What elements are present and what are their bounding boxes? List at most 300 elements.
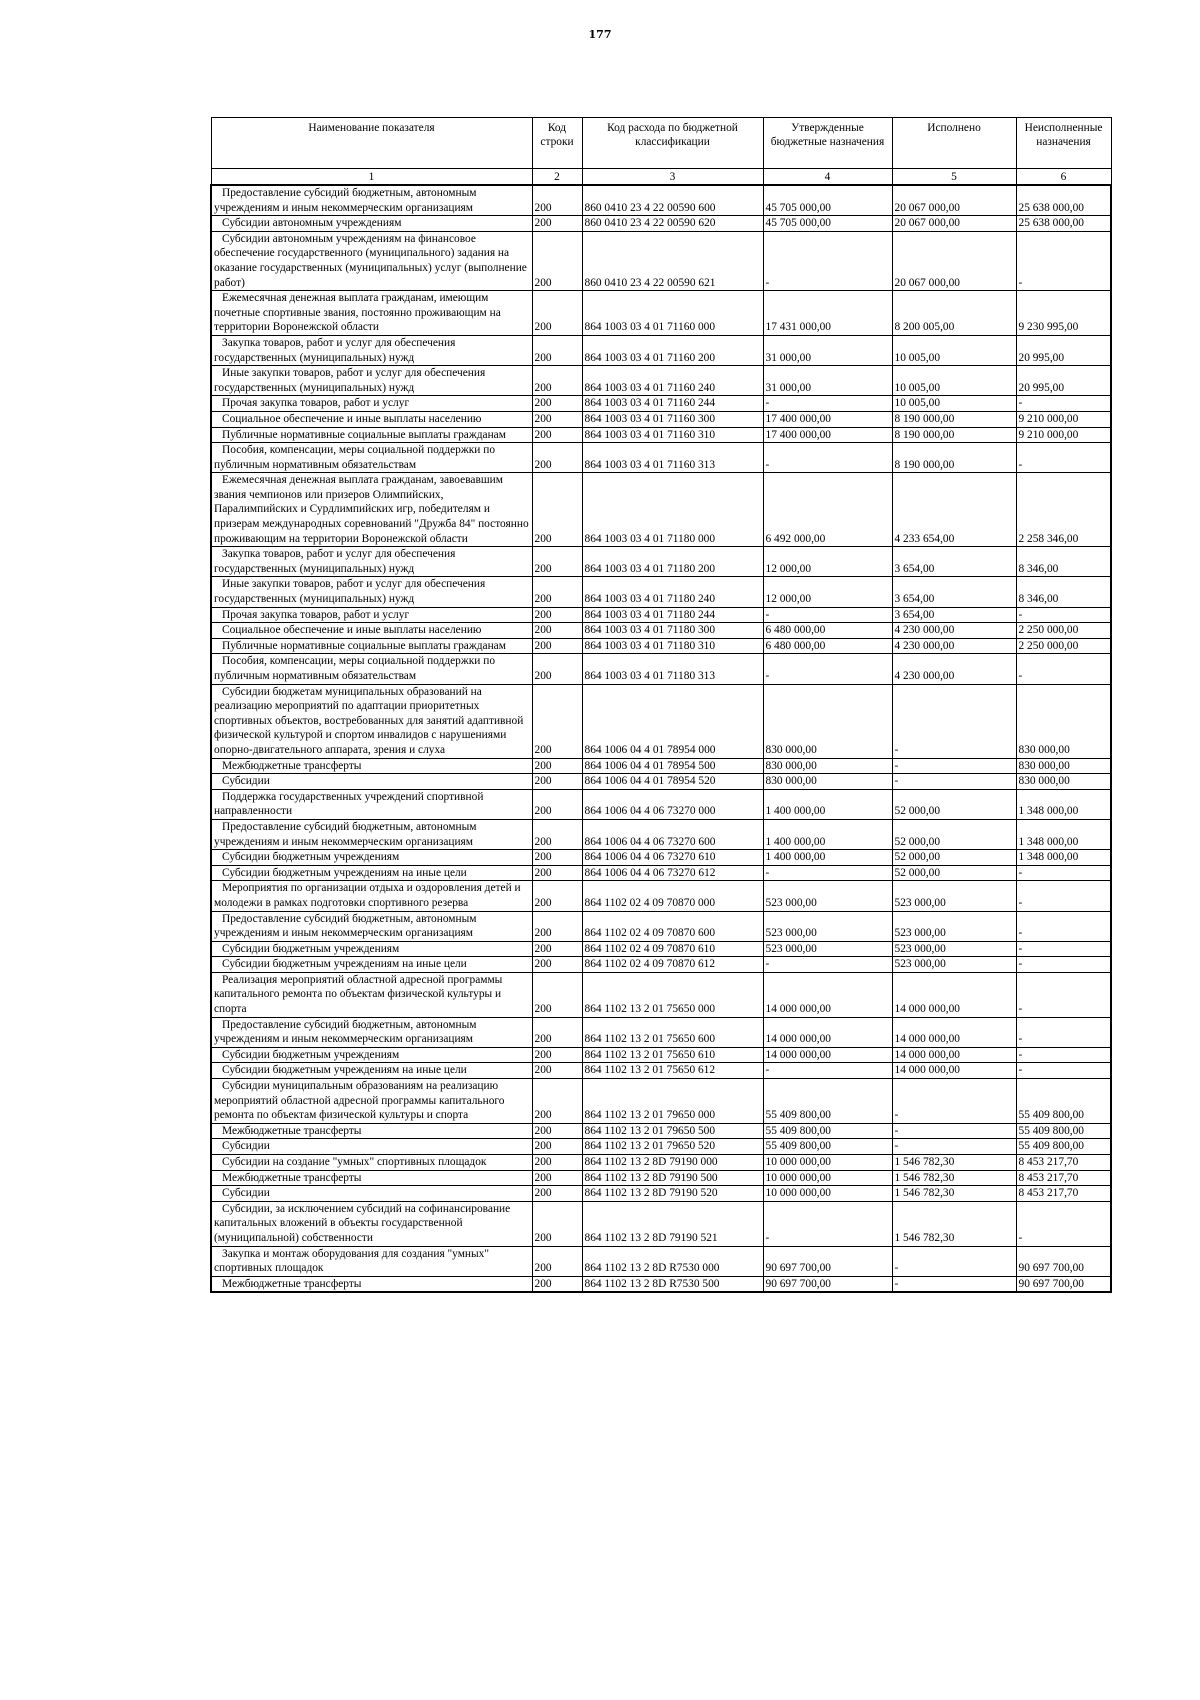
table-row	[211, 972, 1111, 1017]
row-line-code-cell: 200	[532, 427, 582, 443]
table-row	[211, 1063, 1111, 1079]
row-expense-code-cell: 864 1102 13 2 8D R7530 000	[582, 1246, 763, 1276]
row-expense-code-cell: 864 1006 04 4 06 73270 000	[582, 789, 763, 819]
row-approved-cell: 45 705 000,00	[763, 216, 892, 232]
row-name-cell: Закупка и монтаж оборудования для создания "умных" спортивных площадок	[211, 1246, 532, 1276]
row-unexecuted-cell: 55 409 800,00	[1016, 1139, 1111, 1155]
row-executed-cell: 523 000,00	[892, 881, 1016, 911]
row-executed-cell: 14 000 000,00	[892, 972, 1016, 1017]
row-expense-code-cell: 864 1006 04 4 01 78954 000	[582, 684, 763, 758]
table-row	[211, 1155, 1111, 1171]
table-row	[211, 427, 1111, 443]
row-unexecuted-cell: -	[1016, 443, 1111, 473]
row-unexecuted-cell: -	[1016, 1201, 1111, 1246]
row-line-code-cell: 200	[532, 411, 582, 427]
row-approved-cell: -	[763, 231, 892, 290]
row-executed-cell: 10 005,00	[892, 396, 1016, 412]
row-unexecuted-cell: -	[1016, 957, 1111, 973]
row-approved-cell: 830 000,00	[763, 774, 892, 790]
row-line-code-cell: 200	[532, 850, 582, 866]
row-name-cell: Межбюджетные трансферты	[211, 1170, 532, 1186]
row-name-cell: Пособия, компенсации, меры социальной поддержки по публичным нормативным обязательствам	[211, 654, 532, 684]
row-line-code-cell: 200	[532, 638, 582, 654]
row-executed-cell: 523 000,00	[892, 911, 1016, 941]
row-name-cell: Субсидии на создание "умных" спортивных площадок	[211, 1155, 532, 1171]
row-expense-code-cell: 864 1003 03 4 01 71180 200	[582, 547, 763, 577]
row-expense-code-cell: 864 1102 13 2 8D 79190 520	[582, 1186, 763, 1202]
row-expense-code-cell: 864 1102 13 2 8D 79190 500	[582, 1170, 763, 1186]
row-unexecuted-cell: 2 250 000,00	[1016, 638, 1111, 654]
row-name-cell: Прочая закупка товаров, работ и услуг	[211, 396, 532, 412]
row-expense-code-cell: 864 1102 13 2 01 75650 000	[582, 972, 763, 1017]
row-name-cell: Субсидии	[211, 1139, 532, 1155]
row-unexecuted-cell: -	[1016, 972, 1111, 1017]
row-line-code-cell: 200	[532, 216, 582, 232]
header-approved: Утвержденные бюджетные назначения	[763, 118, 892, 169]
row-unexecuted-cell: -	[1016, 231, 1111, 290]
table-row	[211, 865, 1111, 881]
row-unexecuted-cell: 25 638 000,00	[1016, 185, 1111, 216]
row-approved-cell: -	[763, 396, 892, 412]
row-expense-code-cell: 864 1102 13 2 01 75650 600	[582, 1017, 763, 1047]
table-row	[211, 957, 1111, 973]
table-row	[211, 607, 1111, 623]
row-expense-code-cell: 860 0410 23 4 22 00590 600	[582, 185, 763, 216]
row-line-code-cell: 200	[532, 1201, 582, 1246]
row-line-code-cell: 200	[532, 774, 582, 790]
row-approved-cell: 17 431 000,00	[763, 291, 892, 336]
row-line-code-cell: 200	[532, 335, 582, 365]
row-executed-cell: 52 000,00	[892, 819, 1016, 849]
row-name-cell: Публичные нормативные социальные выплаты гражданам	[211, 427, 532, 443]
row-approved-cell: 14 000 000,00	[763, 1047, 892, 1063]
row-name-cell: Ежемесячная денежная выплата гражданам, имеющим почетные спортивные звания, постоянно проживающим на территории Воронежской области	[211, 291, 532, 336]
row-expense-code-cell: 864 1102 02 4 09 70870 610	[582, 941, 763, 957]
row-line-code-cell: 200	[532, 443, 582, 473]
table-row	[211, 1139, 1111, 1155]
table-row	[211, 1047, 1111, 1063]
row-executed-cell: -	[892, 1246, 1016, 1276]
row-approved-cell: 14 000 000,00	[763, 1017, 892, 1047]
row-executed-cell: -	[892, 684, 1016, 758]
table-row	[211, 1017, 1111, 1047]
table-row	[211, 185, 1111, 216]
row-name-cell: Закупка товаров, работ и услуг для обеспечения государственных (муниципальных) нужд	[211, 547, 532, 577]
table-row	[211, 638, 1111, 654]
row-expense-code-cell: 864 1102 13 2 01 79650 500	[582, 1123, 763, 1139]
row-expense-code-cell: 864 1102 13 2 01 79650 000	[582, 1079, 763, 1124]
row-name-cell: Социальное обеспечение и иные выплаты населению	[211, 623, 532, 639]
row-line-code-cell: 200	[532, 396, 582, 412]
row-expense-code-cell: 864 1102 02 4 09 70870 000	[582, 881, 763, 911]
table-row	[211, 1123, 1111, 1139]
row-line-code-cell: 200	[532, 1063, 582, 1079]
table-row	[211, 396, 1111, 412]
row-approved-cell: -	[763, 607, 892, 623]
row-unexecuted-cell: 830 000,00	[1016, 758, 1111, 774]
row-approved-cell: 31 000,00	[763, 335, 892, 365]
row-line-code-cell: 200	[532, 1186, 582, 1202]
row-approved-cell: 830 000,00	[763, 684, 892, 758]
row-unexecuted-cell: -	[1016, 1063, 1111, 1079]
row-expense-code-cell: 864 1003 03 4 01 71180 244	[582, 607, 763, 623]
row-expense-code-cell: 864 1102 13 2 8D 79190 000	[582, 1155, 763, 1171]
row-line-code-cell: 200	[532, 547, 582, 577]
row-unexecuted-cell: -	[1016, 865, 1111, 881]
row-expense-code-cell: 864 1003 03 4 01 71180 300	[582, 623, 763, 639]
row-unexecuted-cell: -	[1016, 607, 1111, 623]
row-unexecuted-cell: 8 453 217,70	[1016, 1155, 1111, 1171]
row-expense-code-cell: 860 0410 23 4 22 00590 620	[582, 216, 763, 232]
row-name-cell: Мероприятия по организации отдыха и оздоровления детей и молодежи в рамках подготовки спортивного резерва	[211, 881, 532, 911]
row-executed-cell: 3 654,00	[892, 607, 1016, 623]
row-line-code-cell: 200	[532, 185, 582, 216]
column-number: 6	[1016, 169, 1111, 186]
row-name-cell: Предоставление субсидий бюджетным, автономным учреждениям и иным некоммерческим организациям	[211, 1017, 532, 1047]
row-approved-cell: 14 000 000,00	[763, 972, 892, 1017]
row-approved-cell: -	[763, 865, 892, 881]
header-indicator-name: Наименование показателя	[211, 118, 532, 169]
row-name-cell: Субсидии бюджетам муниципальных образований на реализацию мероприятий по адаптации приоритетных спортивных объектов, востребованных для занятий адаптивной физической культурой и спортом инвалидов с нарушениями опорно-двигательного аппарата, зрения и слуха	[211, 684, 532, 758]
row-executed-cell: -	[892, 1079, 1016, 1124]
row-approved-cell: 523 000,00	[763, 941, 892, 957]
row-name-cell: Субсидии бюджетным учреждениям на иные цели	[211, 1063, 532, 1079]
row-executed-cell: 4 230 000,00	[892, 654, 1016, 684]
row-unexecuted-cell: 8 346,00	[1016, 547, 1111, 577]
row-executed-cell: 20 067 000,00	[892, 185, 1016, 216]
table-row	[211, 654, 1111, 684]
row-expense-code-cell: 864 1102 13 2 01 75650 612	[582, 1063, 763, 1079]
row-name-cell: Иные закупки товаров, работ и услуг для обеспечения государственных (муниципальных) нужд	[211, 577, 532, 607]
row-expense-code-cell: 864 1003 03 4 01 71160 300	[582, 411, 763, 427]
row-expense-code-cell: 864 1003 03 4 01 71160 244	[582, 396, 763, 412]
table-row	[211, 411, 1111, 427]
row-unexecuted-cell: 20 995,00	[1016, 335, 1111, 365]
column-number: 3	[582, 169, 763, 186]
row-name-cell: Субсидии бюджетным учреждениям	[211, 941, 532, 957]
row-name-cell: Иные закупки товаров, работ и услуг для обеспечения государственных (муниципальных) нужд	[211, 366, 532, 396]
row-approved-cell: 10 000 000,00	[763, 1186, 892, 1202]
row-unexecuted-cell: 2 258 346,00	[1016, 473, 1111, 547]
row-executed-cell: 4 230 000,00	[892, 638, 1016, 654]
row-executed-cell: -	[892, 1123, 1016, 1139]
row-line-code-cell: 200	[532, 1170, 582, 1186]
row-unexecuted-cell: 1 348 000,00	[1016, 819, 1111, 849]
table-row	[211, 1186, 1111, 1202]
row-approved-cell: 523 000,00	[763, 911, 892, 941]
row-executed-cell: 4 230 000,00	[892, 623, 1016, 639]
row-expense-code-cell: 864 1003 03 4 01 71160 313	[582, 443, 763, 473]
row-executed-cell: 1 546 782,30	[892, 1155, 1016, 1171]
row-unexecuted-cell: 1 348 000,00	[1016, 850, 1111, 866]
row-name-cell: Предоставление субсидий бюджетным, автономным учреждениям и иным некоммерческим организациям	[211, 819, 532, 849]
row-executed-cell: 52 000,00	[892, 850, 1016, 866]
row-approved-cell: 12 000,00	[763, 547, 892, 577]
table-row	[211, 291, 1111, 336]
row-line-code-cell: 200	[532, 972, 582, 1017]
row-executed-cell: 14 000 000,00	[892, 1063, 1016, 1079]
table-row	[211, 231, 1111, 290]
row-expense-code-cell: 864 1102 02 4 09 70870 600	[582, 911, 763, 941]
row-name-cell: Ежемесячная денежная выплата гражданам, завоевавшим звания чемпионов или призеров Олимпийских, Паралимпийских и Сурдлимпийских игр, победителям и призерам международных соревнований "Дружба 84" постоянно проживающим на территории Воронежской области	[211, 473, 532, 547]
table-row	[211, 758, 1111, 774]
row-approved-cell: 45 705 000,00	[763, 185, 892, 216]
table-header	[211, 118, 1111, 186]
row-approved-cell: 12 000,00	[763, 577, 892, 607]
row-executed-cell: 3 654,00	[892, 577, 1016, 607]
table-row	[211, 1170, 1111, 1186]
row-executed-cell: 3 654,00	[892, 547, 1016, 577]
row-unexecuted-cell: -	[1016, 911, 1111, 941]
row-approved-cell: 31 000,00	[763, 366, 892, 396]
column-number-row	[211, 169, 1111, 186]
row-unexecuted-cell: 25 638 000,00	[1016, 216, 1111, 232]
row-name-cell: Закупка товаров, работ и услуг для обеспечения государственных (муниципальных) нужд	[211, 335, 532, 365]
row-executed-cell: 20 067 000,00	[892, 216, 1016, 232]
column-number: 5	[892, 169, 1016, 186]
row-name-cell: Субсидии бюджетным учреждениям	[211, 1047, 532, 1063]
row-expense-code-cell: 864 1006 04 4 01 78954 500	[582, 758, 763, 774]
row-unexecuted-cell: 90 697 700,00	[1016, 1246, 1111, 1276]
row-line-code-cell: 200	[532, 654, 582, 684]
row-executed-cell: 20 067 000,00	[892, 231, 1016, 290]
table-row	[211, 443, 1111, 473]
row-line-code-cell: 200	[532, 577, 582, 607]
table-row	[211, 1246, 1111, 1276]
table-row	[211, 850, 1111, 866]
row-expense-code-cell: 864 1006 04 4 06 73270 612	[582, 865, 763, 881]
row-unexecuted-cell: 8 453 217,70	[1016, 1170, 1111, 1186]
row-approved-cell: 10 000 000,00	[763, 1170, 892, 1186]
row-name-cell: Реализация мероприятий областной адресной программы капитального ремонта по объектам физической культуры и спорта	[211, 972, 532, 1017]
row-line-code-cell: 200	[532, 473, 582, 547]
row-expense-code-cell: 864 1102 13 2 01 75650 610	[582, 1047, 763, 1063]
row-executed-cell: 8 200 005,00	[892, 291, 1016, 336]
row-expense-code-cell: 864 1003 03 4 01 71180 310	[582, 638, 763, 654]
row-executed-cell: 523 000,00	[892, 941, 1016, 957]
row-executed-cell: 52 000,00	[892, 865, 1016, 881]
row-unexecuted-cell: 90 697 700,00	[1016, 1276, 1111, 1292]
row-name-cell: Поддержка государственных учреждений спортивной направленности	[211, 789, 532, 819]
row-approved-cell: 523 000,00	[763, 881, 892, 911]
row-unexecuted-cell: 830 000,00	[1016, 684, 1111, 758]
row-unexecuted-cell: 8 346,00	[1016, 577, 1111, 607]
row-line-code-cell: 200	[532, 623, 582, 639]
row-line-code-cell: 200	[532, 881, 582, 911]
table-row	[211, 1079, 1111, 1124]
row-name-cell: Пособия, компенсации, меры социальной поддержки по публичным нормативным обязательствам	[211, 443, 532, 473]
row-unexecuted-cell: 9 210 000,00	[1016, 427, 1111, 443]
row-name-cell: Межбюджетные трансферты	[211, 1123, 532, 1139]
row-executed-cell: -	[892, 774, 1016, 790]
table-row	[211, 577, 1111, 607]
row-name-cell: Субсидии автономным учреждениям на финансовое обеспечение государственного (муниципального) задания на оказание государственных (муниципальных) услуг (выполнение работ)	[211, 231, 532, 290]
row-name-cell: Предоставление субсидий бюджетным, автономным учреждениям и иным некоммерческим организациям	[211, 911, 532, 941]
row-executed-cell: 14 000 000,00	[892, 1017, 1016, 1047]
row-expense-code-cell: 864 1003 03 4 01 71180 000	[582, 473, 763, 547]
row-approved-cell: -	[763, 1201, 892, 1246]
row-unexecuted-cell: -	[1016, 881, 1111, 911]
row-approved-cell: 55 409 800,00	[763, 1079, 892, 1124]
row-executed-cell: 14 000 000,00	[892, 1047, 1016, 1063]
row-executed-cell: -	[892, 1139, 1016, 1155]
row-expense-code-cell: 864 1003 03 4 01 71160 310	[582, 427, 763, 443]
budget-execution-table	[210, 117, 1112, 1293]
row-expense-code-cell: 864 1003 03 4 01 71180 313	[582, 654, 763, 684]
row-approved-cell: 6 480 000,00	[763, 623, 892, 639]
row-approved-cell: 90 697 700,00	[763, 1276, 892, 1292]
row-approved-cell: 1 400 000,00	[763, 850, 892, 866]
row-expense-code-cell: 864 1102 13 2 01 79650 520	[582, 1139, 763, 1155]
row-expense-code-cell: 864 1102 13 2 8D 79190 521	[582, 1201, 763, 1246]
row-line-code-cell: 200	[532, 941, 582, 957]
table-row	[211, 789, 1111, 819]
row-executed-cell: -	[892, 758, 1016, 774]
row-line-code-cell: 200	[532, 819, 582, 849]
table-row	[211, 819, 1111, 849]
row-name-cell: Субсидии	[211, 774, 532, 790]
row-unexecuted-cell: -	[1016, 941, 1111, 957]
row-executed-cell: 8 190 000,00	[892, 443, 1016, 473]
row-approved-cell: 55 409 800,00	[763, 1123, 892, 1139]
header-executed: Исполнено	[892, 118, 1016, 169]
row-executed-cell: 523 000,00	[892, 957, 1016, 973]
row-approved-cell: 10 000 000,00	[763, 1155, 892, 1171]
row-approved-cell: 17 400 000,00	[763, 411, 892, 427]
table-row	[211, 1201, 1111, 1246]
row-name-cell: Субсидии бюджетным учреждениям на иные цели	[211, 865, 532, 881]
row-line-code-cell: 200	[532, 1123, 582, 1139]
row-line-code-cell: 200	[532, 1047, 582, 1063]
row-line-code-cell: 200	[532, 366, 582, 396]
table-row	[211, 881, 1111, 911]
row-expense-code-cell: 864 1003 03 4 01 71160 240	[582, 366, 763, 396]
row-name-cell: Межбюджетные трансферты	[211, 758, 532, 774]
row-line-code-cell: 200	[532, 607, 582, 623]
table-row	[211, 547, 1111, 577]
row-unexecuted-cell: -	[1016, 1017, 1111, 1047]
header-line-code: Код строки	[532, 118, 582, 169]
table-row	[211, 335, 1111, 365]
header-unexecuted: Неисполненные назначения	[1016, 118, 1111, 169]
row-approved-cell: 55 409 800,00	[763, 1139, 892, 1155]
table-row	[211, 774, 1111, 790]
row-name-cell: Субсидии, за исключением субсидий на софинансирование капитальных вложений в объекты государственной (муниципальной) собственности	[211, 1201, 532, 1246]
row-line-code-cell: 200	[532, 291, 582, 336]
row-line-code-cell: 200	[532, 957, 582, 973]
row-approved-cell: 1 400 000,00	[763, 819, 892, 849]
row-line-code-cell: 200	[532, 1155, 582, 1171]
row-approved-cell: -	[763, 443, 892, 473]
row-unexecuted-cell: 9 210 000,00	[1016, 411, 1111, 427]
row-approved-cell: 1 400 000,00	[763, 789, 892, 819]
row-executed-cell: -	[892, 1276, 1016, 1292]
column-number: 4	[763, 169, 892, 186]
column-number: 1	[211, 169, 532, 186]
row-executed-cell: 1 546 782,30	[892, 1186, 1016, 1202]
row-expense-code-cell: 864 1003 03 4 01 71180 240	[582, 577, 763, 607]
row-executed-cell: 1 546 782,30	[892, 1170, 1016, 1186]
column-number: 2	[532, 169, 582, 186]
row-executed-cell: 8 190 000,00	[892, 427, 1016, 443]
row-approved-cell: -	[763, 957, 892, 973]
row-expense-code-cell: 864 1006 04 4 06 73270 610	[582, 850, 763, 866]
table-row	[211, 216, 1111, 232]
row-approved-cell: -	[763, 1063, 892, 1079]
row-unexecuted-cell: 830 000,00	[1016, 774, 1111, 790]
row-line-code-cell: 200	[532, 231, 582, 290]
row-approved-cell: 830 000,00	[763, 758, 892, 774]
row-line-code-cell: 200	[532, 684, 582, 758]
table-row	[211, 473, 1111, 547]
row-name-cell: Социальное обеспечение и иные выплаты населению	[211, 411, 532, 427]
row-name-cell: Субсидии бюджетным учреждениям	[211, 850, 532, 866]
table-row	[211, 684, 1111, 758]
table-row	[211, 911, 1111, 941]
row-executed-cell: 4 233 654,00	[892, 473, 1016, 547]
row-unexecuted-cell: 8 453 217,70	[1016, 1186, 1111, 1202]
row-approved-cell: -	[763, 654, 892, 684]
row-approved-cell: 6 480 000,00	[763, 638, 892, 654]
table-row	[211, 941, 1111, 957]
row-unexecuted-cell: -	[1016, 396, 1111, 412]
row-executed-cell: 10 005,00	[892, 335, 1016, 365]
row-approved-cell: 90 697 700,00	[763, 1246, 892, 1276]
row-expense-code-cell: 864 1102 02 4 09 70870 612	[582, 957, 763, 973]
row-line-code-cell: 200	[532, 1079, 582, 1124]
row-approved-cell: 6 492 000,00	[763, 473, 892, 547]
row-expense-code-cell: 864 1003 03 4 01 71160 200	[582, 335, 763, 365]
row-name-cell: Прочая закупка товаров, работ и услуг	[211, 607, 532, 623]
row-executed-cell: 10 005,00	[892, 366, 1016, 396]
row-expense-code-cell: 864 1102 13 2 8D R7530 500	[582, 1276, 763, 1292]
page-number: 177	[588, 28, 612, 41]
row-name-cell: Субсидии бюджетным учреждениям на иные цели	[211, 957, 532, 973]
row-approved-cell: 17 400 000,00	[763, 427, 892, 443]
row-line-code-cell: 200	[532, 758, 582, 774]
row-unexecuted-cell: 2 250 000,00	[1016, 623, 1111, 639]
row-executed-cell: 8 190 000,00	[892, 411, 1016, 427]
row-name-cell: Предоставление субсидий бюджетным, автономным учреждениям и иным некоммерческим организациям	[211, 185, 532, 216]
row-line-code-cell: 200	[532, 1276, 582, 1292]
row-name-cell: Субсидии автономным учреждениям	[211, 216, 532, 232]
row-unexecuted-cell: -	[1016, 654, 1111, 684]
row-executed-cell: 52 000,00	[892, 789, 1016, 819]
row-line-code-cell: 200	[532, 865, 582, 881]
table-row	[211, 366, 1111, 396]
row-line-code-cell: 200	[532, 911, 582, 941]
row-line-code-cell: 200	[532, 1139, 582, 1155]
row-unexecuted-cell: 1 348 000,00	[1016, 789, 1111, 819]
row-unexecuted-cell: 9 230 995,00	[1016, 291, 1111, 336]
row-expense-code-cell: 864 1006 04 4 06 73270 600	[582, 819, 763, 849]
table-body	[211, 185, 1111, 1292]
row-name-cell: Субсидии	[211, 1186, 532, 1202]
row-expense-code-cell: 864 1006 04 4 01 78954 520	[582, 774, 763, 790]
row-unexecuted-cell: 55 409 800,00	[1016, 1123, 1111, 1139]
row-name-cell: Межбюджетные трансферты	[211, 1276, 532, 1292]
table-row	[211, 623, 1111, 639]
table-row	[211, 1276, 1111, 1292]
row-expense-code-cell: 864 1003 03 4 01 71160 000	[582, 291, 763, 336]
row-unexecuted-cell: 20 995,00	[1016, 366, 1111, 396]
header-expense-code: Код расхода по бюджетной классификации	[582, 118, 763, 169]
row-line-code-cell: 200	[532, 789, 582, 819]
row-name-cell: Субсидии муниципальным образованиям на реализацию мероприятий областной адресной программы капитального ремонта по объектам физической культуры и спорта	[211, 1079, 532, 1124]
row-executed-cell: 1 546 782,30	[892, 1201, 1016, 1246]
row-unexecuted-cell: -	[1016, 1047, 1111, 1063]
row-line-code-cell: 200	[532, 1246, 582, 1276]
